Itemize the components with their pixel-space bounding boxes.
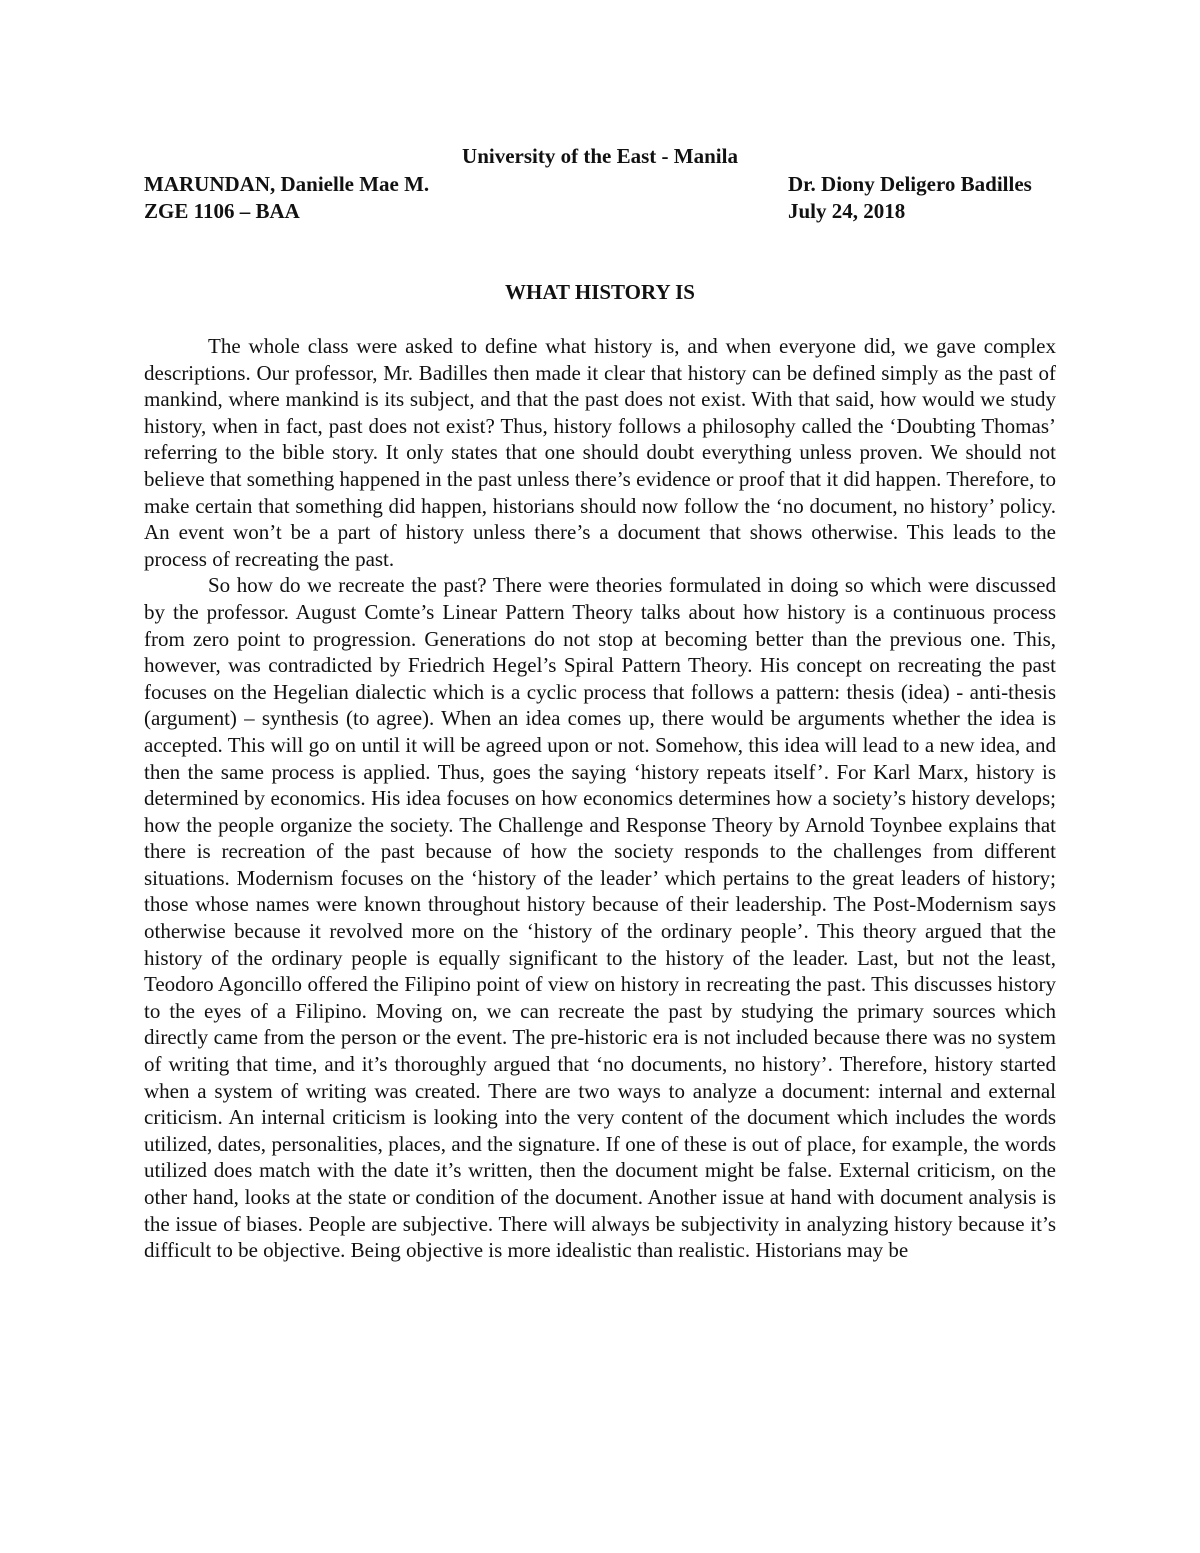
course-code: ZGE 1106 – BAA <box>144 199 300 223</box>
essay-body <box>144 333 1056 1393</box>
paragraph: So how do we recreate the past? There were theories formulated in doing so which were discussed by the professor. August Comte’s Linear Pattern Theory talks about how history is a continuous process from zero point to progression. Generations do not stop at becoming better than the previous one. This, however, was contradicted by Friedrich Hegel’s Spiral Pattern Theory. His concept on recreating the past focuses on the Hegelian dialectic which is a cyclic process that follows a pattern: thesis (idea) - anti-thesis (argument) – synthesis (to agree). When an idea comes up, there would be arguments whether the idea is accepted. This will go on until it will be agreed upon or not. Somehow, this idea will lead to a new idea, and then the same process is applied. Thus, goes the saying ‘history repeats itself’. For Karl Marx, history is determined by economics. His idea focuses on how economics determines how a society’s history develops; how the people organize the society. The Challenge and Response Theory by Arnold Toynbee explains that there is recreation of the past because of how the society responds to the challenges from different situations. Modernism focuses on the ‘history of the leader’ which pertains to the great leaders of history; those whose names were known throughout history because of their leadership. The Post-Modernism says otherwise because it revolved more on the ‘history of the ordinary people’. This theory argued that the history of the ordinary people is equally significant to the history of the leader. Last, but not the least, Teodoro Agoncillo offered the Filipino point of view on history in recreating the past. This discusses history to the eyes of a Filipino. Moving on, we can recreate the past by studying the primary sources which directly came from the person or the event. The pre-historic era is not included because there was no system of writing that time, and it’s thoroughly argued that ‘no documents, no history’. Therefore, history started when a system of writing was created. There are two ways to analyze a document: internal and external criticism. An internal criticism is looking into the very content of the document which includes the words utilized, dates, personalities, places, and the signature. If one of these is out of place, for example, the words utilized does match with the date it’s written, then the document might be false. External criticism, on the other hand, looks at the state or condition of the document. Another issue at hand with document analysis is the issue of biases. People are subjective. There will always be subjectivity in analyzing history because it’s difficult to be objective. Being objective is more idealistic than realistic. Historians may be <box>144 573 1056 1263</box>
essay-title: WHAT HISTORY IS <box>505 280 695 304</box>
professor-name: Dr. Diony Deligero Badilles <box>788 172 1032 196</box>
document-date: July 24, 2018 <box>788 199 906 223</box>
institution-heading: University of the East - Manila <box>462 144 738 168</box>
paragraph: The whole class were asked to define what history is, and when everyone did, we gave complex descriptions. Our professor, Mr. Badilles then made it clear that history can be defined simply as the past of mankind, where mankind is its subject, and that the past does not exist. With that said, how would we study history, when in fact, past does not exist? Thus, history follows a philosophy called the ‘Doubting Thomas’ referring to the bible story. It only states that one should doubt everything unless proven. We should not believe that something happened in the past unless there’s evidence or proof that it did happen. Therefore, to make certain that something did happen, historians should now follow the ‘no document, no history’ policy. An event won’t be a part of history unless there’s a document that shows otherwise. This leads to the process of recreating the past. <box>144 334 1056 571</box>
student-name: MARUNDAN, Danielle Mae M. <box>144 172 430 196</box>
